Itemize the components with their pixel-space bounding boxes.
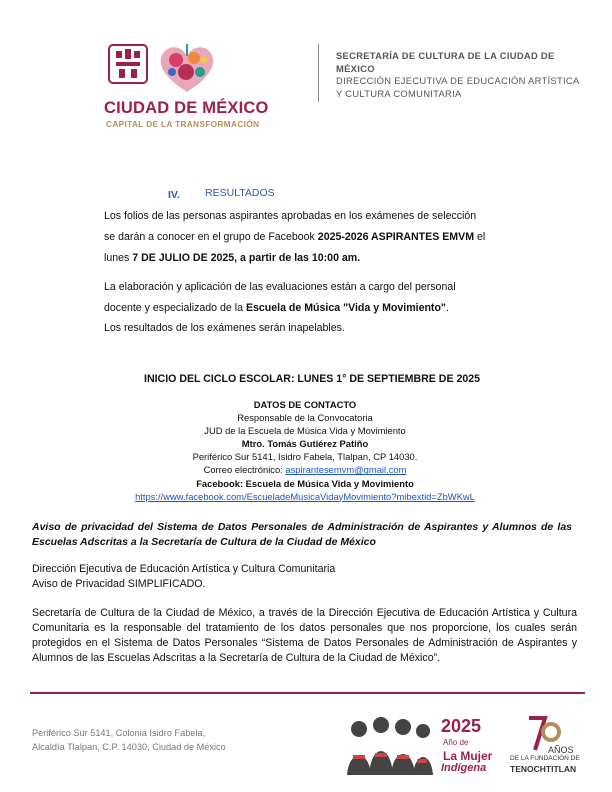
cdmx-shield-icon [108, 44, 148, 84]
contact-email-row: Correo electrónico: aspirantesemvm@gmail.com [203, 464, 407, 476]
logo-subtitle: CAPITAL DE LA TRANSFORMACIÓN [106, 120, 260, 129]
footer-address: Periférico Sur 5141, Colonia Isidro Fabela, Alcaldía Tlalpan, C.P. 14030, Ciudad de México [32, 728, 226, 752]
school-name: Escuela de Música "Vida y Movimiento" [245, 302, 446, 314]
tenochtitlan-label: TENOCHTITLAN [510, 764, 577, 774]
secretaria-title: SECRETARÍA DE CULTURA DE LA CIUDAD DE MÉXICO [336, 50, 555, 74]
aviso-simplificado: Aviso de Privacidad SIMPLIFICADO. [32, 578, 206, 590]
footer-divider [30, 692, 585, 694]
indigena-label: Indígena [441, 762, 487, 774]
logo-title: CIUDAD DE MÉXICO [104, 99, 269, 117]
paragraph-line: se darán a conocer en el grupo de Facebook 2025-2026 ASPIRANTES EMVM el [104, 231, 486, 243]
paragraph-line: La elaboración y aplicación de las evaluaciones están a cargo del personal [104, 281, 456, 293]
privacy-body: Secretaría de Cultura de la Ciudad de México, a través de la Dirección Ejecutiva de Educación Artística y Cultura Comunitaria es la responsable del tratamiento de los datos personales que nos proporcione, los cuales serán protegidos en el Sistema de Datos Personales “Sistema de Datos Personales de Administración de Aspirantes y Alumnos de las Escuelas Adscritas a la Secretaría de Cultura de la Ciudad de México”. [32, 607, 577, 664]
direccion-line: Dirección Ejecutiva de Educación Artística y Cultura Comunitaria [32, 563, 336, 575]
paragraph-line: Los folios de las personas aspirantes aprobadas en los exámenes de selección [104, 210, 477, 222]
year-subtitle: Año de [443, 738, 469, 747]
facebook-group-name: 2025-2026 ASPIRANTES EMVM [317, 231, 475, 243]
year-logo: 2025 [441, 716, 482, 736]
paragraph-line: Los resultados de los exámenes serán inapelables. [104, 322, 345, 334]
section-heading: RESULTADOS [205, 187, 275, 199]
contact-line: Responsable de la Convocatoria [237, 412, 373, 424]
contact-name: Mtro. Tomás Gutiérez Patiño [241, 438, 369, 450]
results-date: 7 DE JULIO DE 2025, a partir de las 10:00 am. [132, 252, 361, 264]
school-start-notice: INICIO DEL CICLO ESCOLAR: LUNES 1° DE SEPTIEMBRE DE 2025 [144, 373, 481, 385]
fundacion-label: DE LA FUNDACIÓN DE [510, 755, 580, 762]
contact-block [60, 398, 550, 503]
contact-address: Periférico Sur 5141, Isidro Fabela, Tlalpan, CP 14030. [192, 451, 418, 463]
paragraph-line: docente y especializado de la Escuela de Música "Vida y Movimiento". [104, 302, 449, 314]
header-divider [318, 44, 319, 102]
mujer-label: La Mujer [443, 749, 493, 763]
contact-facebook: Facebook: Escuela de Música Vida y Movimiento [196, 477, 414, 489]
privacy-notice-title: Aviso de privacidad del Sistema de Datos Personales de Administración de Aspirantes y Alumnos de las Escuelas Adscritas a la Secretaría de Cultura de la Ciudad de México [32, 521, 572, 548]
section-number: IV. [168, 189, 180, 201]
paragraph-line: lunes 7 DE JULIO DE 2025, a partir de las 10:00 am. [104, 252, 361, 264]
indigenous-women-illustration-icon [345, 713, 435, 775]
contact-line: JUD de la Escuela de Música Vida y Movimiento [204, 425, 406, 437]
contact-title: DATOS DE CONTACTO [253, 399, 357, 410]
secretaria-subtitle: DIRECCIÓN EJECUTIVA DE EDUCACIÓN ARTÍSTICA Y CULTURA COMUNITARIA [336, 75, 580, 99]
anos-label: AÑOS [548, 745, 574, 755]
facebook-url-link[interactable]: https://www.facebook.com/EscueladeMusicaVidayMovimiento?mibextid=ZbWKwL [135, 490, 475, 502]
email-link[interactable]: aspirantesemvm@gmail.com [285, 464, 407, 476]
heart-floral-icon [152, 40, 222, 96]
